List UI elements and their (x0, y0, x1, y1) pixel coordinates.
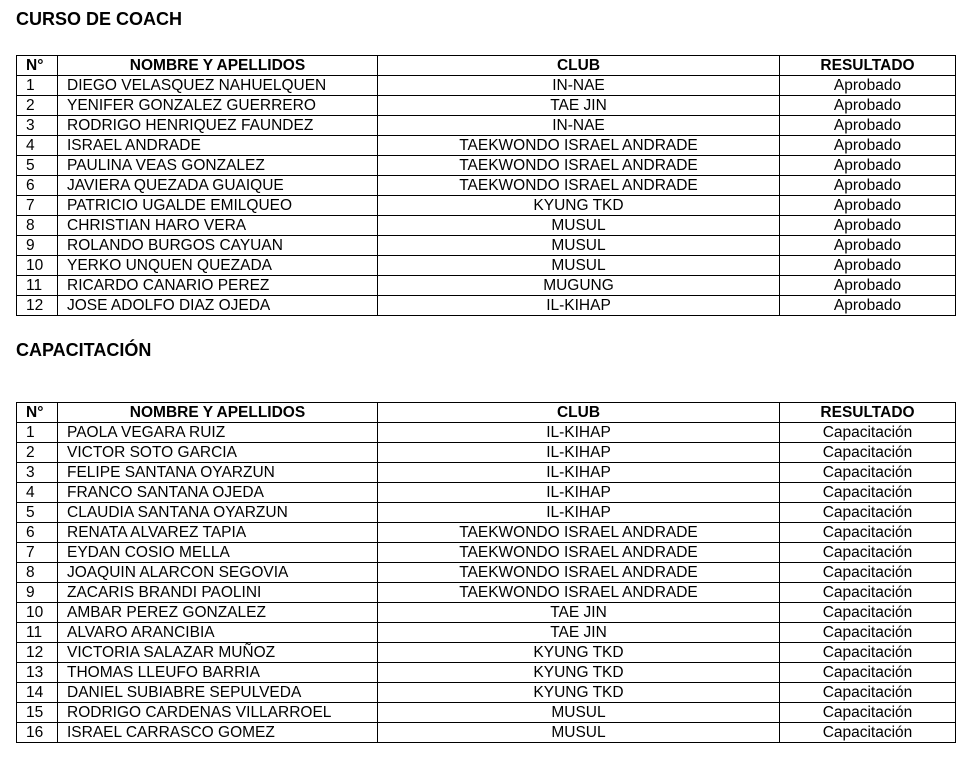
cell-club: TAEKWONDO ISRAEL ANDRADE (378, 563, 780, 583)
cell-result: Aprobado (780, 156, 956, 176)
cell-name: RODRIGO HENRIQUEZ FAUNDEZ (58, 116, 378, 136)
cell-name: PATRICIO UGALDE EMILQUEO (58, 196, 378, 216)
cell-result: Aprobado (780, 236, 956, 256)
cell-name: CHRISTIAN HARO VERA (58, 216, 378, 236)
cell-name: YENIFER GONZALEZ GUERRERO (58, 96, 378, 116)
cell-name: ALVARO ARANCIBIA (58, 623, 378, 643)
cell-name: FRANCO SANTANA OJEDA (58, 483, 378, 503)
cell-club: KYUNG TKD (378, 196, 780, 216)
cell-number: 7 (17, 196, 58, 216)
table-row (17, 723, 956, 743)
cell-club: TAEKWONDO ISRAEL ANDRADE (378, 176, 780, 196)
cell-name: VICTORIA SALAZAR MUÑOZ (58, 643, 378, 663)
cell-result: Aprobado (780, 276, 956, 296)
cell-result: Capacitación (780, 543, 956, 563)
cell-result: Capacitación (780, 483, 956, 503)
table-row (17, 603, 956, 623)
cell-club: IL-KIHAP (378, 483, 780, 503)
cell-name: DIEGO VELASQUEZ NAHUELQUEN (58, 76, 378, 96)
cell-number: 8 (17, 216, 58, 236)
cell-result: Capacitación (780, 563, 956, 583)
cell-club: IL-KIHAP (378, 296, 780, 316)
cell-club: IL-KIHAP (378, 423, 780, 443)
table-header-row (17, 56, 956, 76)
training-section-title: CAPACITACIÓN (16, 340, 152, 360)
table-row (17, 543, 956, 563)
cell-result: Aprobado (780, 176, 956, 196)
table-row (17, 583, 956, 603)
table-row (17, 443, 956, 463)
table-row (17, 423, 956, 443)
column-header-name: NOMBRE Y APELLIDOS (58, 56, 378, 76)
cell-number: 9 (17, 583, 58, 603)
cell-name: PAOLA VEGARA RUIZ (58, 423, 378, 443)
cell-result: Capacitación (780, 703, 956, 723)
cell-number: 4 (17, 136, 58, 156)
cell-result: Capacitación (780, 723, 956, 743)
table-row (17, 683, 956, 703)
cell-result: Aprobado (780, 116, 956, 136)
cell-club: TAE JIN (378, 96, 780, 116)
table-row (17, 623, 956, 643)
table-row (17, 96, 956, 116)
coach-section-title: CURSO DE COACH (16, 9, 183, 29)
cell-number: 7 (17, 543, 58, 563)
cell-club: TAEKWONDO ISRAEL ANDRADE (378, 156, 780, 176)
table-row (17, 643, 956, 663)
cell-club: MUSUL (378, 723, 780, 743)
table-row (17, 563, 956, 583)
table-row (17, 483, 956, 503)
cell-number: 3 (17, 116, 58, 136)
cell-result: Capacitación (780, 523, 956, 543)
table-row (17, 216, 956, 236)
column-header-club: CLUB (378, 403, 780, 423)
cell-name: YERKO UNQUEN QUEZADA (58, 256, 378, 276)
cell-number: 11 (17, 276, 58, 296)
cell-number: 4 (17, 483, 58, 503)
table-row (17, 156, 956, 176)
cell-number: 15 (17, 703, 58, 723)
table-row (17, 256, 956, 276)
cell-result: Capacitación (780, 623, 956, 643)
cell-club: KYUNG TKD (378, 663, 780, 683)
cell-number: 1 (17, 423, 58, 443)
table-row (17, 503, 956, 523)
cell-result: Aprobado (780, 136, 956, 156)
cell-result: Capacitación (780, 443, 956, 463)
cell-club: TAEKWONDO ISRAEL ANDRADE (378, 583, 780, 603)
cell-result: Capacitación (780, 423, 956, 443)
cell-name: RENATA ALVAREZ TAPIA (58, 523, 378, 543)
training-results-table (16, 402, 956, 743)
cell-result: Capacitación (780, 463, 956, 483)
cell-club: TAEKWONDO ISRAEL ANDRADE (378, 543, 780, 563)
cell-club: IN-NAE (378, 76, 780, 96)
cell-name: VICTOR SOTO GARCIA (58, 443, 378, 463)
cell-number: 12 (17, 296, 58, 316)
cell-name: ISRAEL CARRASCO GOMEZ (58, 723, 378, 743)
column-header-club: CLUB (378, 56, 780, 76)
cell-number: 5 (17, 503, 58, 523)
cell-club: IL-KIHAP (378, 443, 780, 463)
cell-club: MUSUL (378, 236, 780, 256)
table-row (17, 663, 956, 683)
cell-result: Capacitación (780, 603, 956, 623)
cell-name: ROLANDO BURGOS CAYUAN (58, 236, 378, 256)
cell-club: TAEKWONDO ISRAEL ANDRADE (378, 136, 780, 156)
cell-number: 2 (17, 443, 58, 463)
cell-name: CLAUDIA SANTANA OYARZUN (58, 503, 378, 523)
table-row (17, 276, 956, 296)
cell-club: TAE JIN (378, 603, 780, 623)
cell-number: 6 (17, 523, 58, 543)
coach-results-table (16, 55, 956, 316)
cell-club: MUSUL (378, 256, 780, 276)
cell-club: MUGUNG (378, 276, 780, 296)
cell-number: 14 (17, 683, 58, 703)
column-header-name: NOMBRE Y APELLIDOS (58, 403, 378, 423)
cell-club: MUSUL (378, 703, 780, 723)
cell-name: JOAQUIN ALARCON SEGOVIA (58, 563, 378, 583)
cell-number: 10 (17, 603, 58, 623)
table-row (17, 76, 956, 96)
column-header-result: RESULTADO (780, 56, 956, 76)
column-header-result: RESULTADO (780, 403, 956, 423)
cell-number: 9 (17, 236, 58, 256)
cell-number: 12 (17, 643, 58, 663)
table-row (17, 176, 956, 196)
cell-name: JAVIERA QUEZADA GUAIQUE (58, 176, 378, 196)
cell-number: 3 (17, 463, 58, 483)
cell-result: Aprobado (780, 296, 956, 316)
cell-name: RODRIGO CARDENAS VILLARROEL (58, 703, 378, 723)
cell-name: PAULINA VEAS GONZALEZ (58, 156, 378, 176)
cell-result: Aprobado (780, 196, 956, 216)
table-row (17, 296, 956, 316)
cell-name: AMBAR PEREZ GONZALEZ (58, 603, 378, 623)
table-row (17, 116, 956, 136)
cell-result: Capacitación (780, 583, 956, 603)
cell-name: ISRAEL ANDRADE (58, 136, 378, 156)
cell-name: FELIPE SANTANA OYARZUN (58, 463, 378, 483)
cell-club: IL-KIHAP (378, 503, 780, 523)
table-row (17, 136, 956, 156)
cell-club: IN-NAE (378, 116, 780, 136)
cell-number: 5 (17, 156, 58, 176)
cell-result: Aprobado (780, 76, 956, 96)
cell-name: RICARDO CANARIO PEREZ (58, 276, 378, 296)
cell-number: 1 (17, 76, 58, 96)
cell-result: Aprobado (780, 256, 956, 276)
table-row (17, 463, 956, 483)
cell-number: 10 (17, 256, 58, 276)
cell-result: Aprobado (780, 216, 956, 236)
cell-name: JOSE ADOLFO DIAZ OJEDA (58, 296, 378, 316)
cell-club: MUSUL (378, 216, 780, 236)
cell-result: Capacitación (780, 683, 956, 703)
table-header-row (17, 403, 956, 423)
cell-result: Capacitación (780, 503, 956, 523)
cell-number: 13 (17, 663, 58, 683)
cell-club: KYUNG TKD (378, 643, 780, 663)
table-row (17, 196, 956, 216)
cell-name: DANIEL SUBIABRE SEPULVEDA (58, 683, 378, 703)
cell-club: KYUNG TKD (378, 683, 780, 703)
cell-number: 6 (17, 176, 58, 196)
cell-number: 8 (17, 563, 58, 583)
cell-result: Capacitación (780, 663, 956, 683)
cell-number: 11 (17, 623, 58, 643)
cell-number: 2 (17, 96, 58, 116)
table-row (17, 703, 956, 723)
column-header-number: N° (17, 56, 58, 76)
cell-name: EYDAN COSIO MELLA (58, 543, 378, 563)
cell-number: 16 (17, 723, 58, 743)
table-row (17, 523, 956, 543)
cell-name: THOMAS LLEUFO BARRIA (58, 663, 378, 683)
table-row (17, 236, 956, 256)
cell-result: Aprobado (780, 96, 956, 116)
cell-club: TAEKWONDO ISRAEL ANDRADE (378, 523, 780, 543)
cell-name: ZACARIS BRANDI PAOLINI (58, 583, 378, 603)
cell-result: Capacitación (780, 643, 956, 663)
cell-club: TAE JIN (378, 623, 780, 643)
column-header-number: N° (17, 403, 58, 423)
cell-club: IL-KIHAP (378, 463, 780, 483)
